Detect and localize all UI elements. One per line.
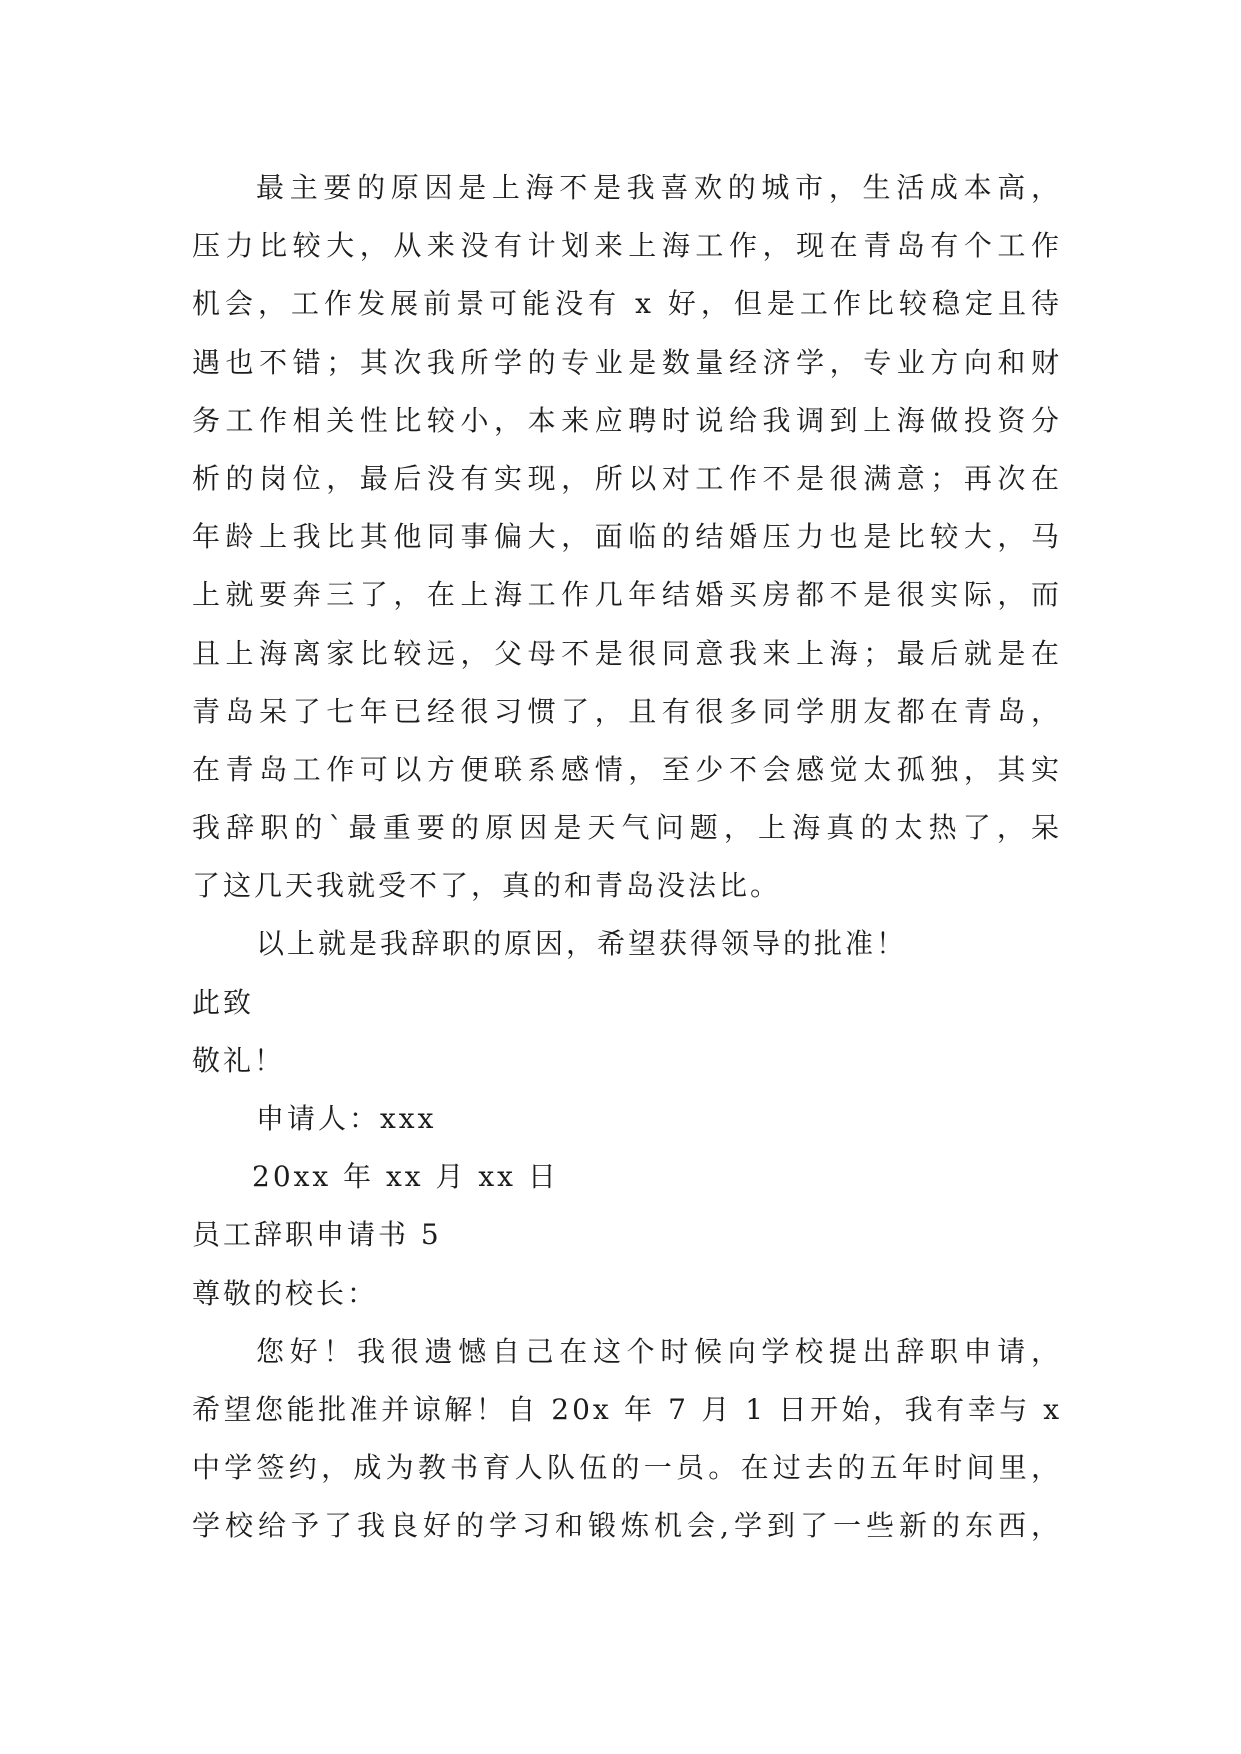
text-line: 务工作相关性比较小，本来应聘时说给我调到上海做投资分 [192, 403, 1062, 437]
letter-date: 20xx 年 xx 月 xx 日 [252, 1160, 559, 1194]
text-line: 我辞职的`最重要的原因是天气问题，上海真的太热了，呆 [192, 811, 1062, 845]
closing-sentence: 以上就是我辞职的原因，希望获得领导的批准！ [256, 927, 908, 961]
salutation-line-1: 此致 [192, 985, 255, 1019]
text-line: 遇也不错；其次我所学的专业是数量经济学，专业方向和财 [192, 345, 1062, 379]
text-line: 学校给予了我良好的学习和锻炼机会,学到了一些新的东西， [192, 1509, 1062, 1543]
text-line: 青岛呆了七年已经很习惯了，且有很多同学朋友都在青岛， [192, 694, 1062, 728]
text-line: 最主要的原因是上海不是我喜欢的城市，生活成本高， [256, 171, 1062, 204]
text-line: 且上海离家比较远，父母不是很同意我来上海；最后就是在 [192, 636, 1062, 670]
letter-greeting: 尊敬的校长： [192, 1276, 379, 1310]
letter-title: 员工辞职申请书 5 [192, 1218, 442, 1252]
text-line: 希望您能批准并谅解！自 20x 年 7 月 1 日开始，我有幸与 x [192, 1392, 1062, 1426]
text-line: 您好！我很遗憾自己在这个时候向学校提出辞职申请， [256, 1334, 1062, 1368]
salutation-line-2: 敬礼！ [192, 1043, 286, 1077]
text-line: 年龄上我比其他同事偏大，面临的结婚压力也是比较大，马 [192, 520, 1062, 554]
text-line: 上就要奔三了，在上海工作几年结婚买房都不是很实际，而 [192, 578, 1062, 612]
text-line: 压力比较大，从来没有计划来上海工作，现在青岛有个工作 [192, 229, 1062, 263]
text-line: 了这几天我就受不了，真的和青岛没法比。 [192, 869, 782, 903]
text-line: 机会，工作发展前景可能没有 x 好，但是工作比较稳定且待 [192, 287, 1062, 321]
text-line: 在青岛工作可以方便联系感情，至少不会感觉太孤独，其实 [192, 752, 1062, 786]
applicant-signature: 申请人：xxx [256, 1102, 437, 1135]
text-line: 中学签约，成为教书育人队伍的一员。在过去的五年时间里， [192, 1451, 1062, 1485]
document-body [192, 159, 1062, 1556]
reason-paragraph [192, 159, 1062, 915]
text-line: 析的岗位，最后没有实现，所以对工作不是很满意；再次在 [192, 461, 1062, 495]
letter-body-paragraph [192, 1323, 1062, 1556]
